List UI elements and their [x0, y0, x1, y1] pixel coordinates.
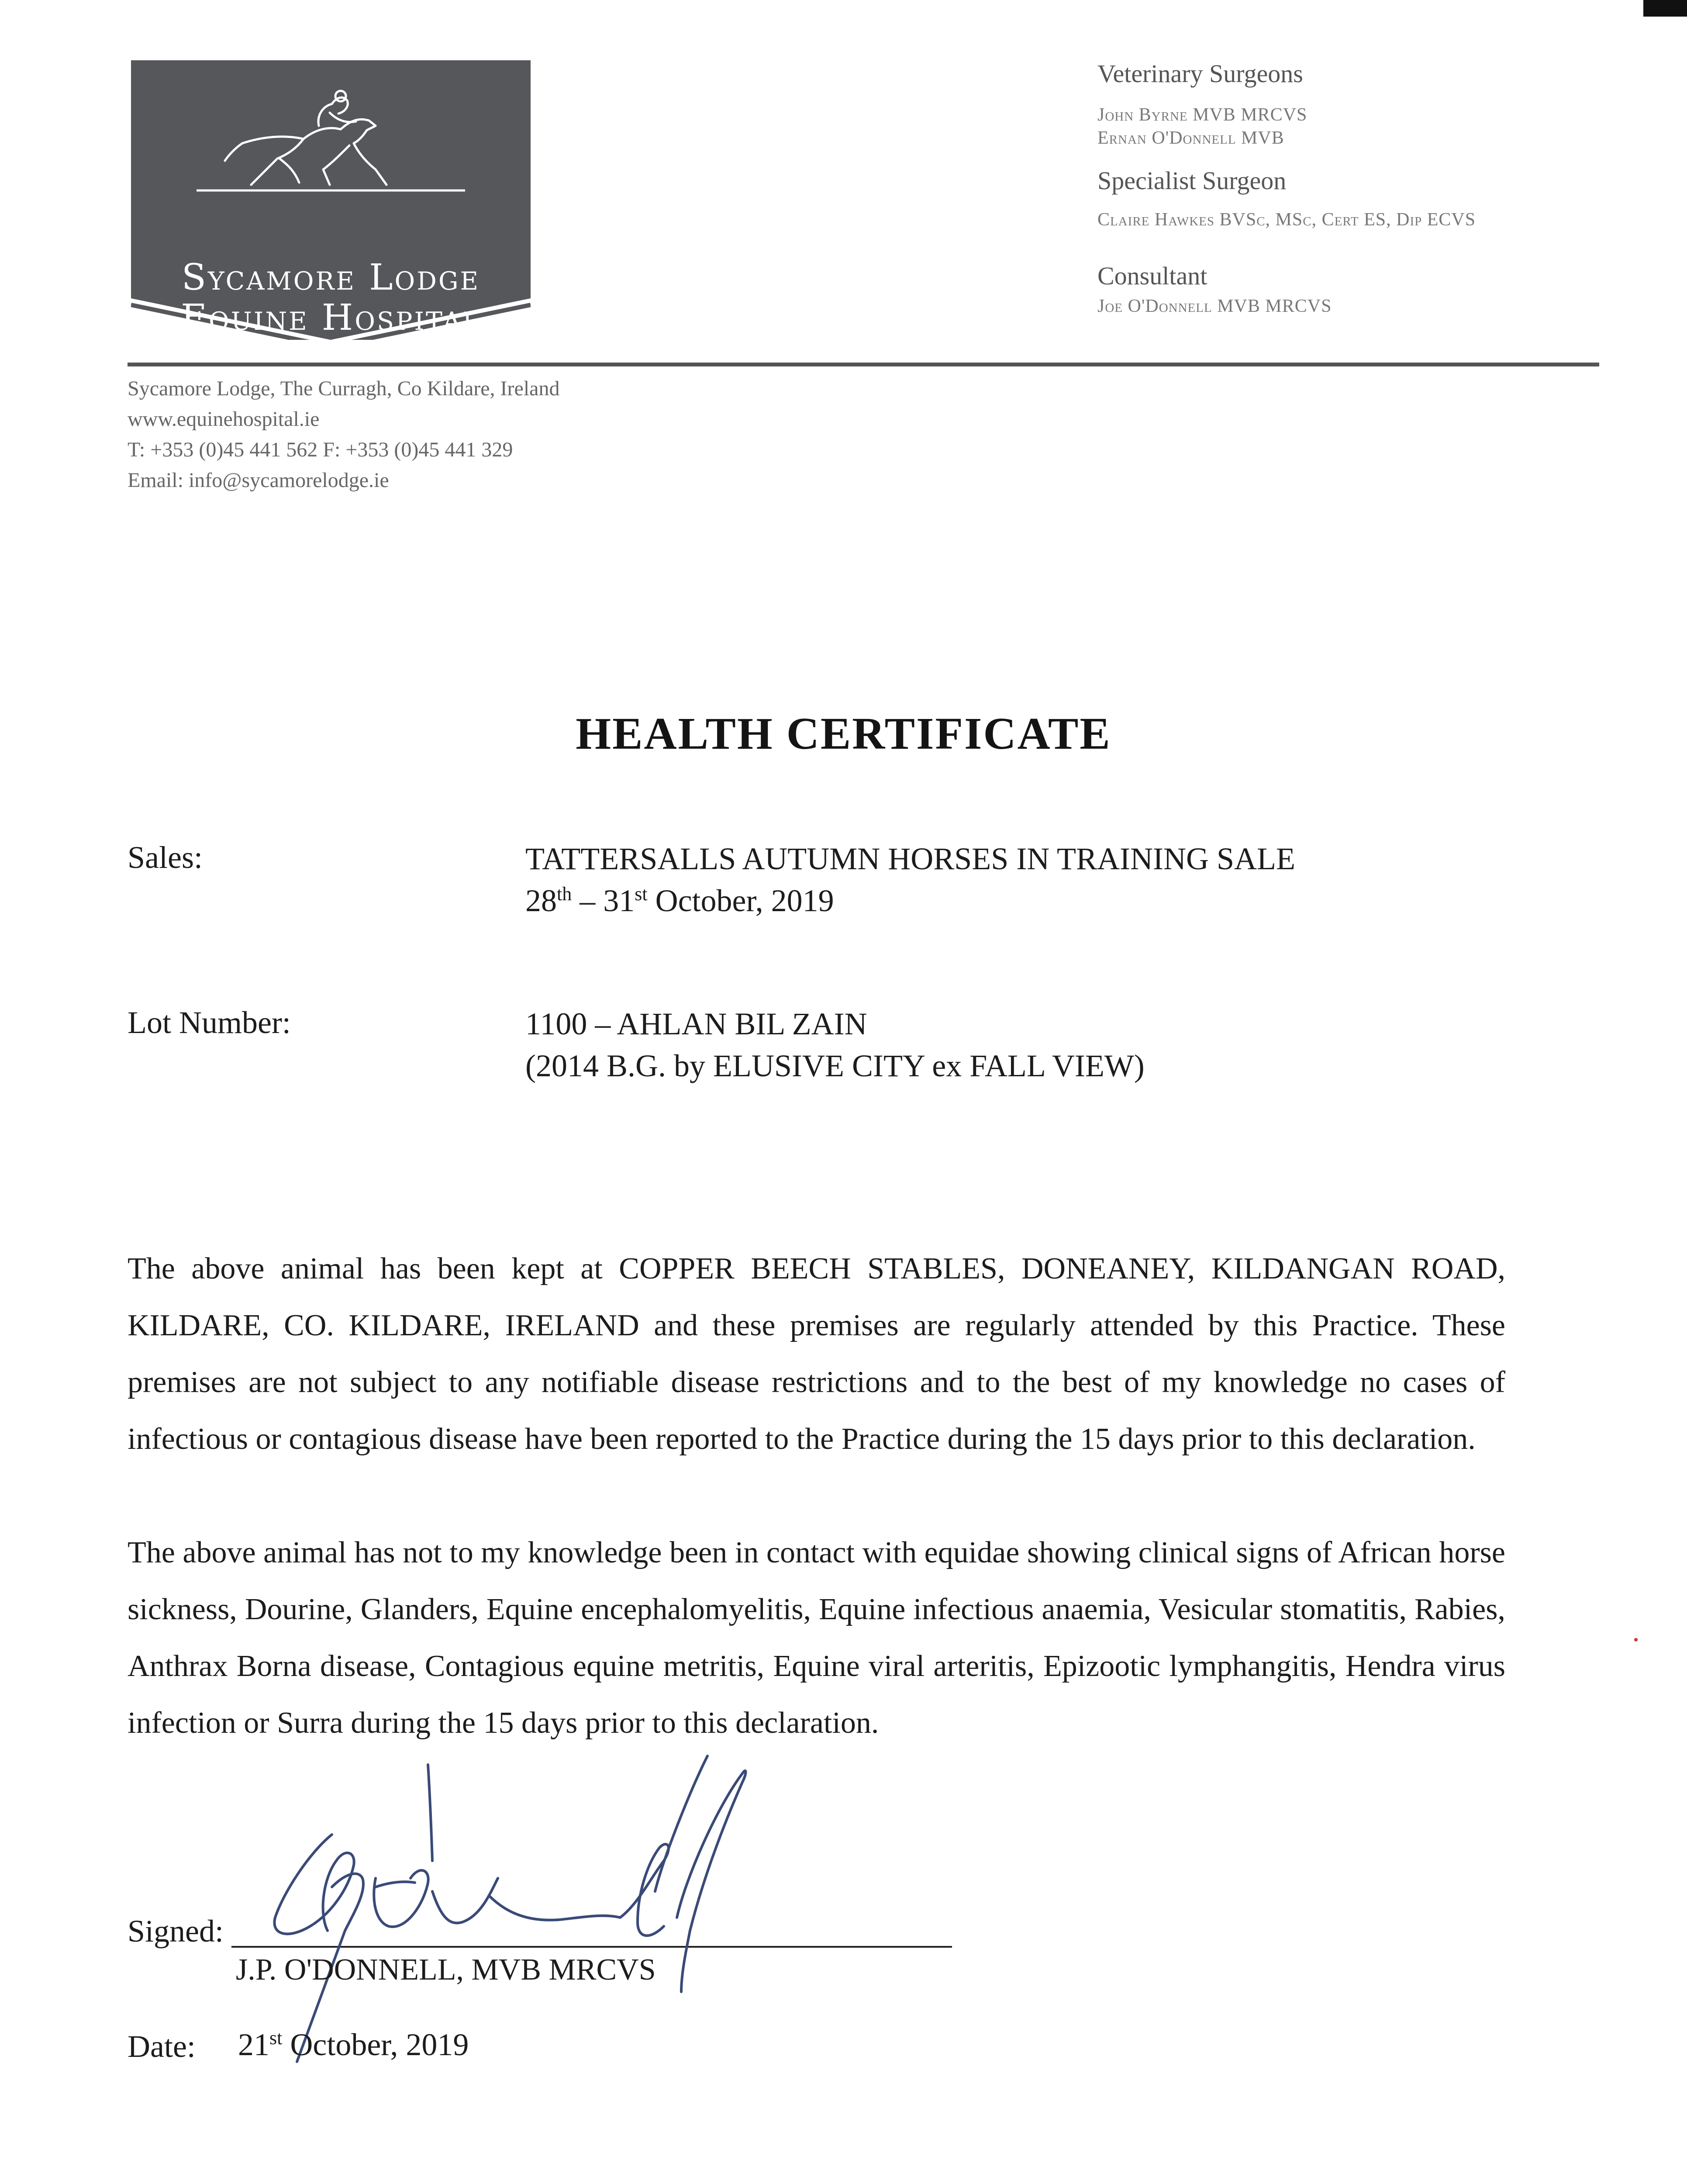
- sales-value: [525, 838, 1295, 922]
- staff-name: Ernan O'Donnell MVB: [1097, 128, 1284, 148]
- lot-label: Lot Number:: [128, 1005, 291, 1040]
- logo-title-line2: Equine Hospital: [181, 297, 481, 339]
- date-day: 21: [238, 2027, 269, 2062]
- sales-name: TATTERSALLS AUTUMN HORSES IN TRAINING SALE: [525, 841, 1295, 876]
- staff-role-specialist: Specialist Surgeon: [1097, 166, 1287, 195]
- lot-number-name: 1100 – AHLAN BIL ZAIN: [525, 1006, 867, 1041]
- date-label: Date:: [128, 2029, 196, 2064]
- header-divider: [128, 363, 1599, 366]
- email: Email: info@sycamorelodge.ie: [128, 469, 389, 492]
- declaration-paragraph-2: The above animal has not to my knowledge been in contact with equidae showing clinical signs of African horse sickness, Dourine, Glanders, Equine encephalomyelitis, Equine infectious anaemia, Vesicular stomatitis, Rabies, Anthrax Borna disease, Contagious equine metritis, Equine viral arteritis, Epizootic lymphangitis, Hendra virus infection or Surra during the 15 days prior to this declaration.: [128, 1536, 1505, 1740]
- scan-speck: [1634, 1638, 1638, 1641]
- sales-date-end-day: 31: [603, 883, 635, 918]
- date-rest: October, 2019: [282, 2027, 469, 2062]
- sales-date-end-suffix: st: [635, 883, 648, 905]
- phone-fax: T: +353 (0)45 441 562 F: +353 (0)45 441 329: [128, 438, 513, 461]
- staff-role-vets: Veterinary Surgeons: [1097, 59, 1303, 88]
- scan-edge-mark: [1643, 0, 1687, 17]
- sales-date-start-day: 28: [525, 883, 557, 918]
- staff-name: Joe O'Donnell MVB MRCVS: [1097, 296, 1332, 316]
- address-block: [128, 373, 559, 496]
- declaration-paragraph-1: The above animal has been kept at COPPER BEECH STABLES, DONEANEY, KILDANGAN ROAD, KILDARE, CO. KILDARE, IRELAND and these premises are regularly attended by this Practice. These premises are not subject to any notifiable disease restrictions and to the best of my knowledge no cases of infectious or contagious disease have been reported to the Practice during the 15 days prior to this declaration.: [128, 1252, 1505, 1456]
- website: www.equinehospital.ie: [128, 408, 320, 431]
- sales-date-sep: –: [572, 883, 604, 918]
- staff-name: Claire Hawkes BVSc, MSc, Cert ES, Dip ECVS: [1097, 210, 1476, 230]
- sales-label: Sales:: [128, 840, 203, 875]
- signed-label: Signed:: [128, 1914, 224, 1949]
- date-value: [238, 2027, 469, 2063]
- sales-date-rest: October, 2019: [647, 883, 834, 918]
- date-suffix: st: [269, 2027, 283, 2049]
- hospital-logo: [131, 60, 531, 340]
- document-title: HEALTH CERTIFICATE: [576, 708, 1111, 759]
- handwritten-signature: [245, 1747, 812, 2066]
- lot-pedigree: (2014 B.G. by ELUSIVE CITY ex FALL VIEW): [525, 1048, 1145, 1083]
- sales-dates: [525, 880, 1295, 922]
- postal-address: Sycamore Lodge, The Curragh, Co Kildare, Ireland: [128, 377, 560, 400]
- sales-date-start-suffix: th: [557, 883, 572, 905]
- logo-title-line1: Sycamore Lodge: [181, 257, 480, 298]
- lot-value: [525, 1003, 1145, 1087]
- signer-name: J.P. O'DONNELL, MVB MRCVS: [236, 1953, 656, 1987]
- staff-role-consultant: Consultant: [1097, 262, 1207, 290]
- staff-name: John Byrne MVB MRCVS: [1097, 105, 1308, 125]
